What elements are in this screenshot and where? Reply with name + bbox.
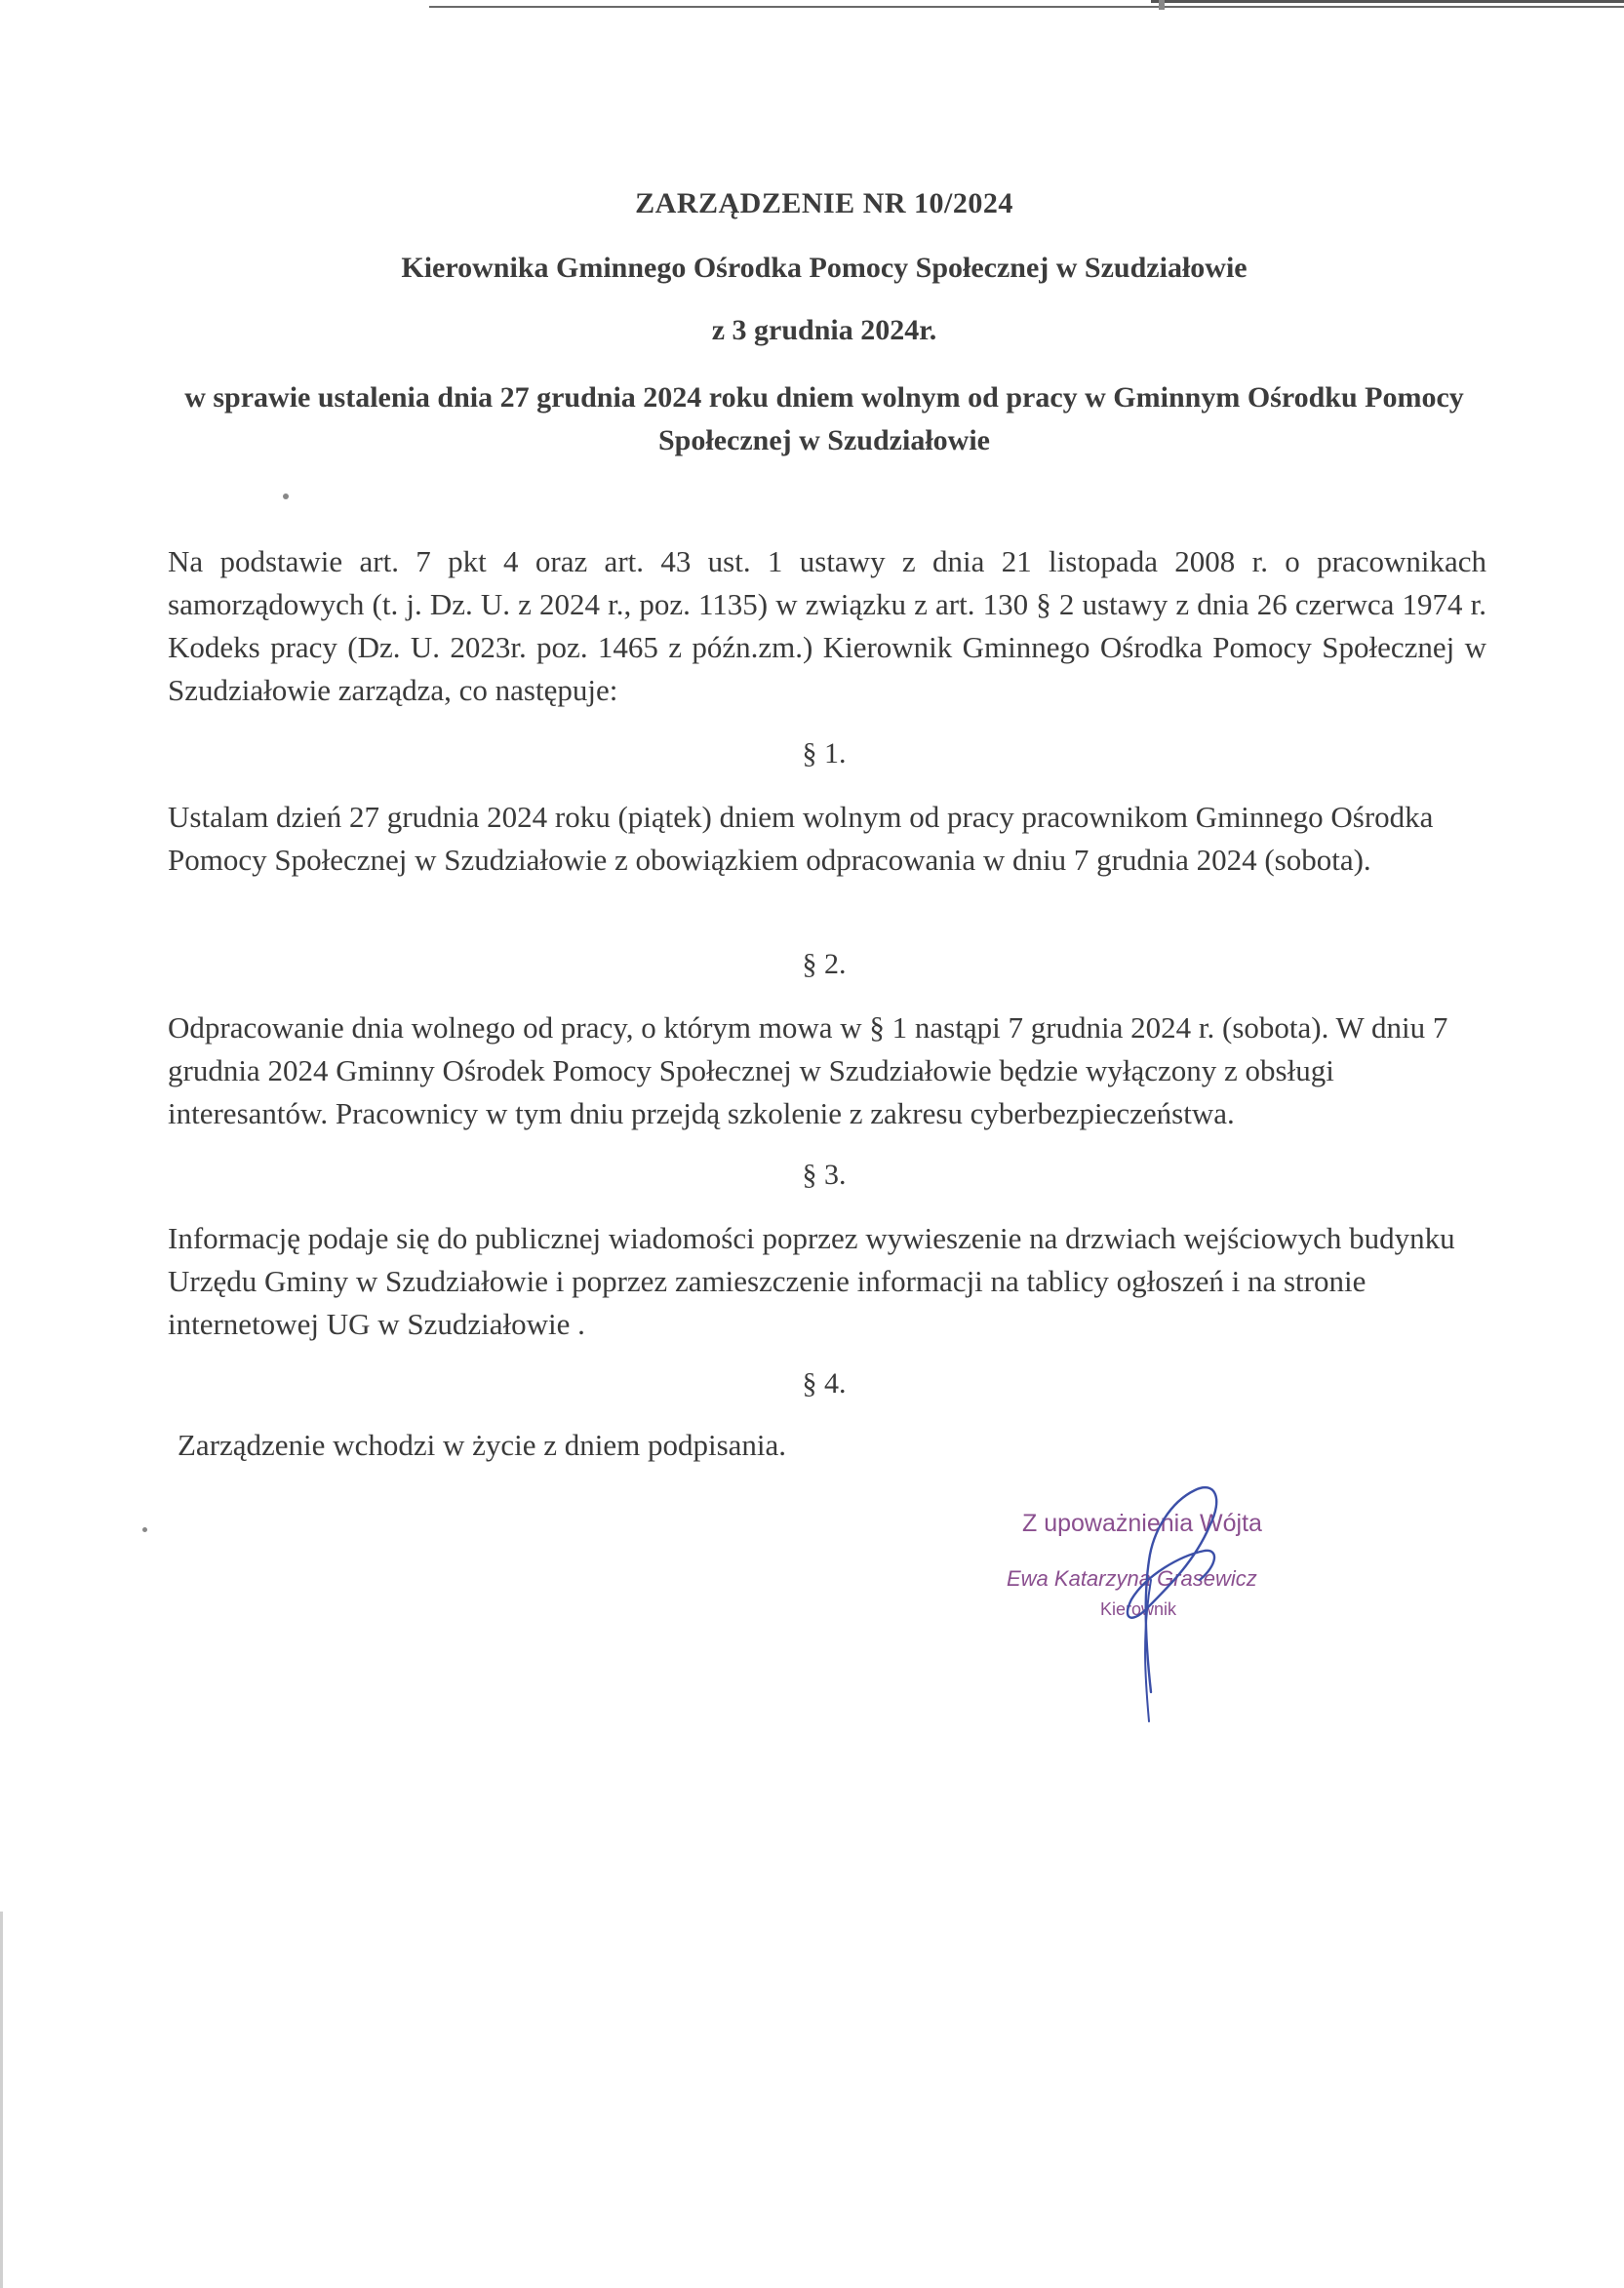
section-2-heading: § 2. [802, 948, 847, 980]
scan-edge-shadow [0, 1912, 3, 2288]
document-issuer: Kierownika Gminnego Ośrodka Pomocy Społecznej w Szudziałowie [401, 252, 1248, 284]
section-2-text: Odpracowanie dnia wolnego od pracy, o którym mowa w § 1 nastąpi 7 grudnia 2024 r. (sobota). W dniu 7 grudnia 2024 Gminny Ośrodek Pomocy Społecznej w Szudziałowie będzie wyłączony z obsługi interesantów. Pracownicy w tym dniu przejdą szkolenie z zakresu cyberbezpieczeństwa. [168, 1010, 1448, 1130]
authorization-stamp-line: Z upoważnienia Wójta [1022, 1510, 1262, 1537]
document-title: ZARZĄDZENIE NR 10/2024 [635, 187, 1013, 219]
scan-border-line [1151, 0, 1624, 3]
authorization-stamp-role: Kierownik [1100, 1599, 1177, 1619]
authorization-stamp-name: Ewa Katarzyna Grasewicz [1007, 1566, 1257, 1591]
section-1-heading: § 1. [802, 737, 847, 769]
document-date: z 3 grudnia 2024r. [711, 314, 937, 346]
section-3-text: Informację podaje się do publicznej wiadomości poprzez wywieszenie na drzwiach wejściowych budynku Urzędu Gminy w Szudziałowie i poprzez zamieszczenie informacji na tablicy ogłoszeń i na stronie internetowej UG w Szudziałowie . [168, 1221, 1455, 1341]
legal-basis-paragraph: Na podstawie art. 7 pkt 4 oraz art. 43 ust. 1 ustawy z dnia 21 listopada 2008 r. o pracownikach samorządowych (t. j. Dz. U. z 2024 r., poz. 1135) w związku z art. 130 § 2 ustawy z dnia 26 czerwca 1974 r. Kodeks pracy (Dz. U. 2023r. poz. 1465 z późn.zm.) Kierownik Gminnego Ośrodka Pomocy Społecznej w Szudziałowie zarządza, co następuje: [168, 544, 1486, 707]
scan-speck [1159, 0, 1165, 10]
section-4-heading: § 4. [802, 1367, 847, 1400]
handwritten-signature [1092, 1482, 1248, 1726]
section-3-heading: § 3. [802, 1159, 847, 1191]
scan-border-line [429, 6, 1624, 8]
document-subject: w sprawie ustalenia dnia 27 grudnia 2024 roku dniem wolnym od pracy w Gminnym Ośrodku Pomocy Społecznej w Szudziałowie [184, 381, 1464, 456]
section-1-text: Ustalam dzień 27 grudnia 2024 roku (piątek) dniem wolnym od pracy pracownikom Gminnego Ośrodka Pomocy Społecznej w Szudziałowie z obowiązkiem odpracowania w dniu 7 grudnia 2024 (sobota). [168, 800, 1434, 877]
section-4-text: Zarządzenie wchodzi w życie z dniem podpisania. [178, 1428, 787, 1462]
scan-speck [142, 1527, 147, 1532]
scan-speck [283, 493, 289, 499]
